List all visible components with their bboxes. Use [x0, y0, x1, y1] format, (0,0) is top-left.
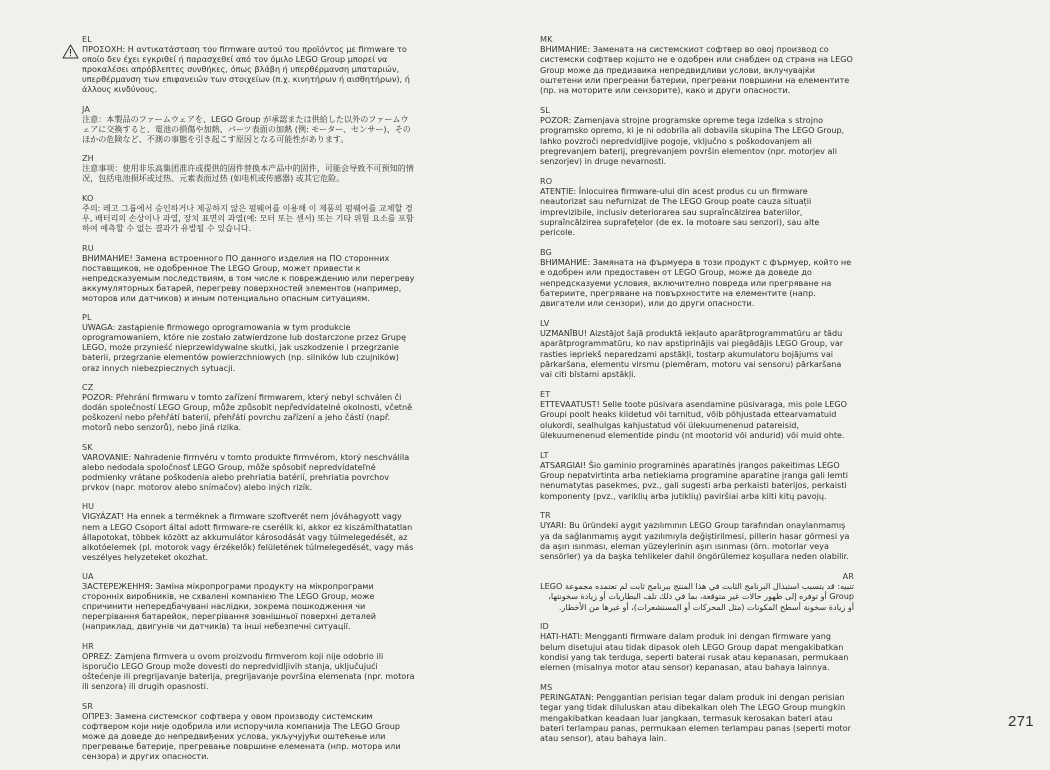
warning-block-id [540, 621, 854, 672]
warning-text: POZOR: Přehrání firmwaru v tomto zařízení firmwarem, který nebyl schválen či dodán společností LEGO Group, může způsobit nepředvídatelné okolnosti, včetně poškození nebo přehřátí baterií, přehřátí povrchu zařízení a jeho částí (např. motorů nebo senzorů), nebo jiná rizika. [82, 392, 413, 433]
warning-text: UYARI: Bu üründeki aygıt yazılımının LEGO Group tarafından onaylanmamış ya da sağlanmamış aygıt yazılımıyla değiştirilmesi, pillerin hasar görmesi ya da aşırı ısınması, eleman yüzeylerinin aşırı ısınması (örn. motorlar veya sensörler) ya da başka tehlikeler dahil öngörülemez koşullara neden olabilir. [540, 520, 850, 562]
warning-text: VIGYÁZAT! Ha ennek a terméknek a firmware szoftverét nem jóváhagyott vagy nem a LEGO Csoport által adott firmware-re cserélik ki, akkor ez kiszámíthatatlan állapotokat, többek között az akkumulátor károsodását vagy túlmelegedését, az alkotóelemek (pl. motorok vagy érzékelők) felületének túlmelegedését, vagy más veszélyes helyzeteket okozhat. [82, 511, 414, 562]
warning-block-ru [82, 243, 416, 303]
language-code: ZH [82, 153, 94, 164]
warning-block-cz [82, 382, 416, 432]
warning-text: UWAGA: zastąpienie firmowego oprogramowania w tym produkcie oprogramowaniem, które nie zostało zatwierdzone lub dostarczone przez Grupę LEGO, może przynieść nieprzewidywalne skutki, jak uszkodzenie i przegrzanie baterii, przegrzanie elementów powierzchniowych (np. silników lub czujników) oraz innych niebezpiecznych sytuacji. [82, 322, 407, 373]
warning-block-ko [82, 193, 416, 233]
warning-block-hr [82, 641, 416, 691]
warning-text: ATSARGIAI! Šio gaminio programinės aparatinės įrangos pakeitimas LEGO Group nepatvirtinta arba netiekiama programine aparatine įranga gali lemti nenumatytas pasekmes, pvz., gali sugesti arba perkaisti baterijos, perkaisti komponenty (pvz., variklių arba jutiklių) paviršiai arba kilti kitų pavojų. [540, 459, 848, 501]
warning-block-et [540, 389, 854, 440]
warning-text: 注意：本製品のファームウェアを、LEGO Group が承認または供給した以外のファームウェアに交換すると、電池の損傷や加熱、パーツ表面の加熱 (例: モーター、センサー)、そのほかの危険など、不測の事態を引き起こす原因となる可能性があります。 [82, 113, 411, 144]
warning-text: VAROVANIE: Nahradenie firmvéru v tomto produkte firmvérom, ktorý neschválila alebo nedodala spoločnosť LEGO Group, môže spôsobiť nepredvídateľné podmienky vrátane poškodenia alebo prehriatia batérií, prehriatia povrchov prvkov (napr. motorov alebo snímačov) alebo iných rizík. [82, 451, 410, 492]
warning-block-mk [540, 34, 854, 95]
language-code: UA [82, 571, 94, 582]
language-code: ID [540, 621, 549, 632]
left-column [82, 34, 416, 770]
warning-text: POZOR: Zamenjava strojne programske opreme tega izdelka s strojno programsko opremo, ki je ni odobrila ali dobavila skupina The LEGO Group, lahko povzroči nepredvidljive pogoje, vključno s poškodovanjem ali pregrevanjem baterij, pregrevanjem površin elementov (npr. motorjev ali senzorjev) in druge nevarnosti. [540, 114, 845, 167]
warning-block-ms [540, 682, 854, 743]
warning-block-sr [82, 701, 416, 761]
language-code: JA [82, 103, 90, 114]
warning-text: ΠΡΟΣΟΧΗ: Η αντικατάσταση του firmware αυτού του προϊόντος με firmware το οποίο δεν έχει εγκριθεί ή παρασχεθεί από τον όμιλο LEGO Group μπορεί να προκαλέσει απρόβλεπτες συνθήκες, όπως βλάβη ή υπερθέρμανση μπαταριών, υπερθέρμανση των επιφανειών των στοιχείων (π.χ. κινητήρων ή αισθητήρων), ή άλλους κινδύνους. [82, 44, 410, 95]
right-column [540, 34, 854, 753]
language-code: MK [540, 34, 553, 44]
language-code: MS [540, 682, 553, 693]
warning-text: OPREZ: Zamjena firmvera u ovom proizvodu firmverom koji nije odobrio ili isporučio LEGO Group može dovesti do nepredvidljivih stanja, uključujući oštećenje ili pregrijavanje baterija, pregrijavanje površina elemenata (npr. motora ili senzora) ili drugih opasnosti. [82, 650, 415, 692]
warning-triangle-icon [62, 44, 79, 59]
warning-block-ua [82, 571, 416, 631]
warning-text: ВНИМАНИЕ: Замената на системскиот софтвер во овој производ со системски софтвер којшто не е одобрен или снабден од страна на LEGO Group може да предизвика непредвидливи услови, вклучувајќи оштетени или прегреани батерии, прегреани површини на елементите (пр. на моторите или сензорите), како и други опасности. [540, 44, 853, 96]
warning-block-bg [540, 247, 854, 308]
language-code: KO [82, 192, 94, 203]
language-code: HR [82, 640, 94, 651]
warning-text: تنبيه: قد يتسبب استبدال البرنامج الثابت في هذا المنتج ببرنامج ثابت لم تعتمده مجموعة LEGO Group أو توفره إلى ظهور حالات غير متوقعة، بما في ذلك تلف البطاريات أو زيادة سخونتها، أو زيادة سخونة أسطح المكونات (مثل المحركات أو المستشعرات)، أو غيرها من الأخطار. [540, 580, 854, 612]
warning-text: ВНИМАНИЕ! Замена встроенного ПО данного изделия на ПО сторонних поставщиков, не одобренное The LEGO Group, может привести к непредсказуемым последствиям, в том числе к повреждению или перегреву аккумуляторных батарей, перегреву поверхностей элементов (например, моторов или датчиков) и иным потенциально опасным ситуациям. [82, 252, 415, 303]
warning-block-lt [540, 450, 854, 501]
warning-block-ro [540, 176, 854, 237]
warning-text: ETTEVAATUST! Selle toote püsivara asendamine püsivaraga, mis pole LEGO Groupi poolt heaks kiidetud või tarnitud, võib põhjustada ettearvamatuid olukordi, sealhulgas kahjustatud või ülekuumenenud patareisid, ülekuumenenud elementide pindu (nt mootorid või andurid) või muid ohte. [540, 398, 848, 440]
language-code: BG [540, 246, 552, 257]
warning-block-el [82, 34, 416, 94]
warning-block-sk [82, 442, 416, 492]
warning-block-hu [82, 501, 416, 561]
language-code: LV [540, 317, 550, 328]
language-code: ET [540, 388, 551, 399]
language-code: LT [540, 449, 549, 460]
language-code: AR [842, 570, 854, 581]
warning-block-tr [540, 510, 854, 561]
language-code: TR [540, 510, 551, 521]
language-code: SK [82, 441, 93, 452]
warning-text: PERINGATAN: Penggantian perisian tegar dalam produk ini dengan perisian tegar yang tidak diluluskan atau dibekalkan oleh The LEGO Group mungkin mengakibatkan keadaan luar jangkaan, termasuk kerosakan bateri atau bateri terlampau panas, permukaan elemen terlampau panas (seperti motor atau sensor), atau bahaya lain. [540, 692, 852, 744]
language-code: SL [540, 104, 550, 115]
warning-text: ЗАСТЕРЕЖЕННЯ: Заміна мікропрограми продукту на мікропрограми сторонніх виробників, не схвалені компанією The LEGO Group, може спричинити непередбачувані наслідки, зокрема пошкодження чи перегрівання батарейок, перегрівання зовнішньої поверхні деталей (наприклад, двигунів чи датчиків) та інші небезпечні ситуації. [82, 581, 377, 632]
language-code: EL [82, 34, 92, 44]
warning-text: 注意事项：使用非乐高集团准许或提供的固件替换本产品中的固件，可能会导致不可预知的情况，包括电池损坏或过热、元素表面过热 (如电机或传感器) 或其它危险。 [82, 163, 414, 184]
language-code: SR [82, 700, 93, 711]
language-code: RO [540, 175, 553, 186]
warning-text: ATENȚIE: Înlocuirea firmware-ului din acest produs cu un firmware neautorizat sau nefurnizat de The LEGO Group poate cauza situații imprevizibile, inclusiv deteriorarea sau supraîncălzirea bateriilor, supraîncălzirea suprafețelor (de ex. la motoare sau senzori), sau alte pericole. [540, 185, 820, 238]
warning-text: UZMANĪBU! Aizstājot šajā produktā iekļauto aparātprogrammatūru ar tādu aparātprogrammatūru, ko nav apstiprinājis vai piegādājis LEGO Group, var rasties iepriekš neparedzami apstākļi, tostarp akumulatoru bojājums vai pārkaršana, elementu virsmu (piemēram, motoru vai sensoru) pārkaršana vai citi bīstami apstākļi. [540, 327, 844, 380]
language-code: RU [82, 242, 94, 253]
warning-block-lv [540, 318, 854, 379]
warning-block-ja [82, 104, 416, 144]
warning-block-sl [540, 105, 854, 166]
warning-text: HATI-HATI: Mengganti firmware dalam produk ini dengan firmware yang belum disetujui atau tidak dipasok oleh LEGO Group dapat mengakibatkan kondisi yang tak terduga, seperti baterai rusak atau kepanasan, permukaan elemen (misalnya motor atau sensor) kepanasan, atau bahaya lainnya. [540, 631, 849, 673]
warning-block-zh [82, 153, 416, 183]
warning-text: 주의: 레고 그룹에서 승인하거나 제공하지 않은 펌웨어를 이용해 이 제품의 펌웨어를 교체할 경우, 배터리의 손상이나 과열, 장치 표면의 과열(예: 모터 또는 센서) 또는 기타 위험 요소를 포함하여 예측할 수 없는 결과가 유발될 수 있습니다. [82, 202, 414, 234]
page-number: 271 [1008, 713, 1034, 730]
warning-text: ВНИМАНИЕ: Замяната на фърмуера в този продукт с фърмуер, който не е одобрен или предоставен от LEGO Group, може да доведе до непредсказуеми условия, включително повреда или прегряване на батериите, прегряване на повърхностите на елементите (напр. двигатели или сензори), или до други опасности. [540, 256, 852, 309]
language-code: CZ [82, 382, 94, 393]
language-code: PL [82, 312, 92, 323]
language-code: HU [82, 501, 95, 512]
warning-block-ar [540, 571, 854, 612]
warning-block-pl [82, 312, 416, 372]
warning-text: ОПРЕЗ: Замена системског софтвера у овом производу системским софтвером који није одобрила или испоручила компанија The LEGO Group може да доведе до непредвиђених услова, укључујући оштећење или прегревање батерије, прегревање површине елемената (нпр. мотора или сензора) и других опасности. [82, 710, 401, 761]
